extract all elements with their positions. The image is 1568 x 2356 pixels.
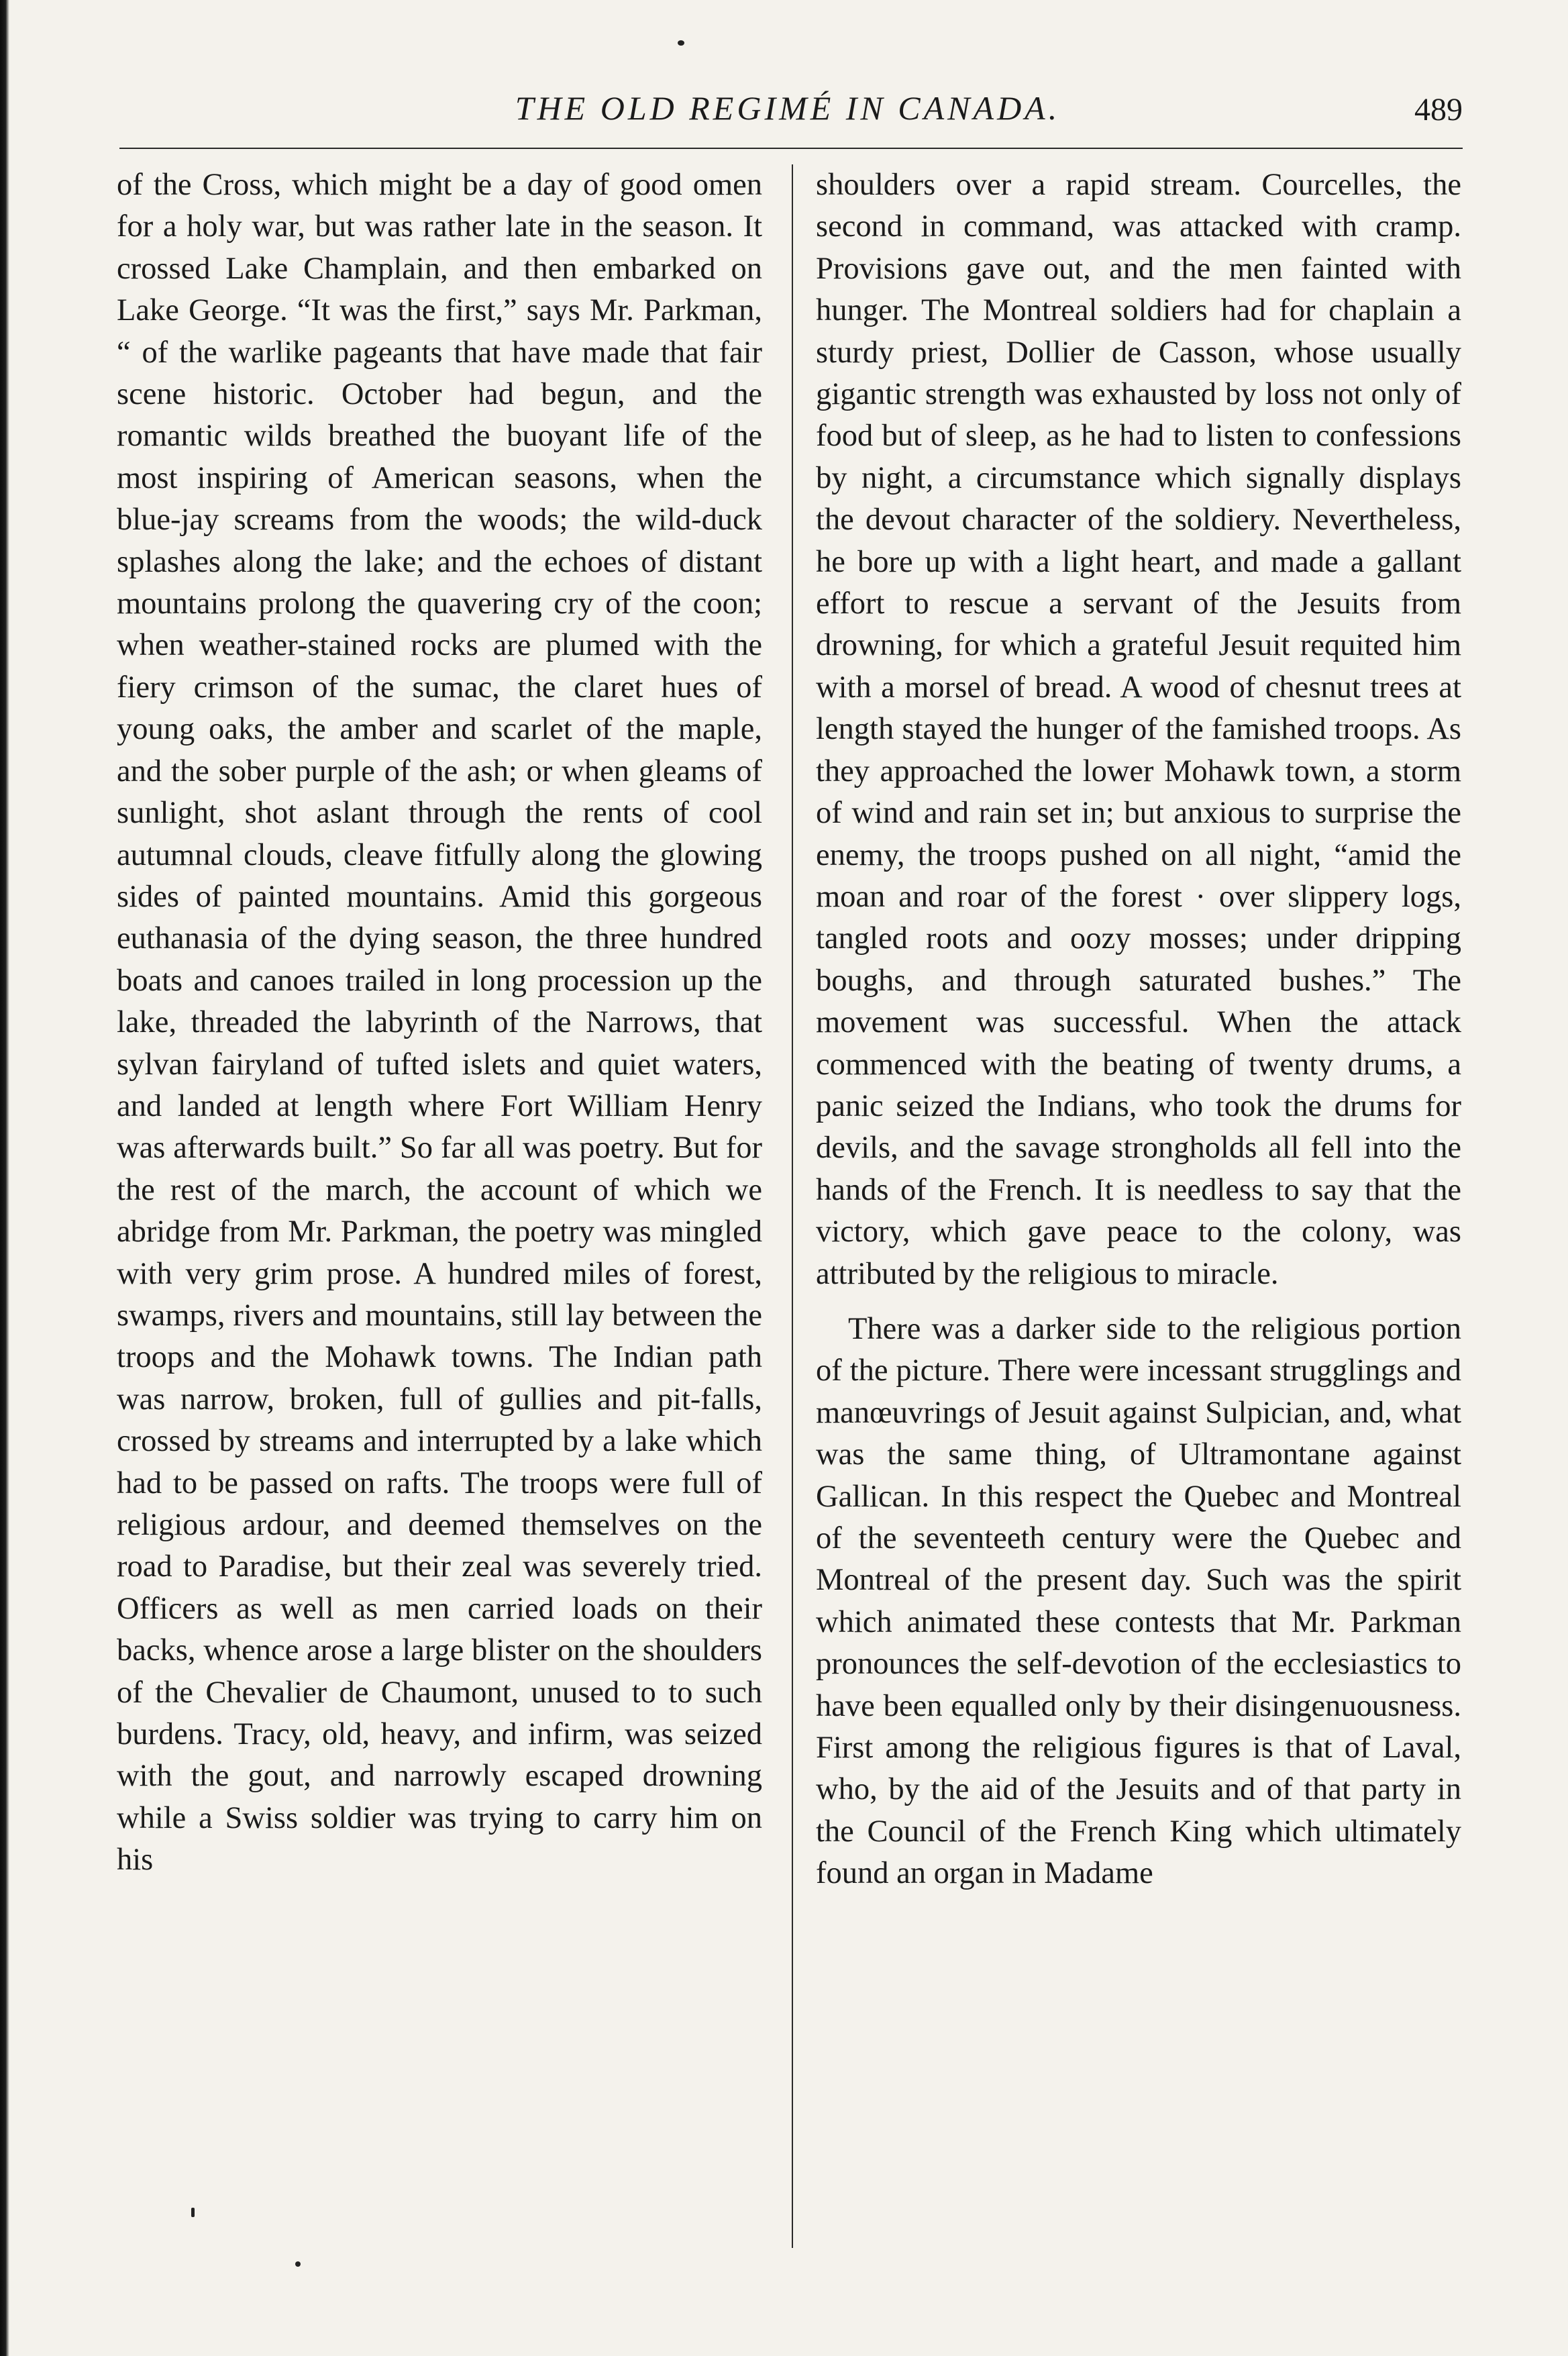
running-head bbox=[113, 81, 1463, 151]
right-paragraph-2: There was a darker side to the religious portion of the picture. There were incessant strugglings and manœuvrings of Jesuit against Sulpician, and, what was the same thing, of Ultramontane against Gallican. In this respect the Quebec and Montreal of the seventeeth century were the Quebec and Montreal of the present day. Such was the spirit which animated these contests that Mr. Parkman pronounces the self-devotion of the ecclesiastics to have been equalled only by their disingenuousness. First among the religious figures is that of Laval, who, by the aid of the Jesuits and of that party in the Council of the French King which ultimately found an organ in Madame bbox=[816, 1311, 1461, 1891]
page-number: 489 bbox=[1414, 92, 1463, 127]
header-rule bbox=[119, 148, 1463, 149]
right-column bbox=[816, 164, 1461, 1895]
column-divider bbox=[792, 164, 793, 2248]
text-columns bbox=[113, 164, 1463, 2258]
book-page bbox=[113, 81, 1463, 1891]
right-paragraph-1: shoulders over a rapid stream. Courcelles, the second in command, was attacked with cramp. Provisions gave out, and the men fainted with hunger. The Montreal soldiers had for chaplain a sturdy priest, Dollier de Casson, whose usually gigantic strength was exhausted by loss not only of food but of sleep, as he had to listen to confessions by night, a circumstance which signally displays the devout character of the soldiery. Nevertheless, he bore up with a light heart, and made a gallant effort to rescue a servant of the Jesuits from drowning, for which a grateful Jesuit requited him with a morsel of bread. A wood of chesnut trees at length stayed the hunger of the famished troops. As they approached the lower Mohawk town, a storm of wind and rain set in; but anxious to surprise the enemy, the troops pushed on all night, “amid the moan and roar of the forest · over slippery logs, tangled roots and oozy mosses; under dripping boughs, and through saturated bushes.” The movement was successful. When the attack commenced with the beating of twenty drums, a panic seized the Indians, who took the drums for devils, and the savage strongholds all fell into the hands of the French. It is needless to say that the victory, which gave peace to the colony, was attributed by the religious to miracle. bbox=[816, 168, 1461, 1291]
running-title: THE OLD REGIMÉ IN CANADA. bbox=[515, 89, 1061, 127]
book-binding-edge bbox=[0, 0, 9, 2356]
ink-speck bbox=[191, 2208, 195, 2217]
left-column bbox=[117, 164, 762, 1882]
left-paragraph-1: of the Cross, which might be a day of good omen for a holy war, but was rather late in the season. It crossed Lake Champlain, and then embarked on Lake George. “It was the first,” says Mr. Parkman, “ of the warlike pageants that have made that fair scene historic. October had begun, and the romantic wilds breathed the buoyant life of the most inspiring of American seasons, when the blue-jay screams from the woods; the wild-duck splashes along the lake; and the echoes of distant mountains prolong the quavering cry of the coon; when weather-stained rocks are plumed with the fiery crimson of the sumac, the claret hues of young oaks, the amber and scarlet of the maple, and the sober purple of the ash; or when gleams of sunlight, shot aslant through the rents of cool autumnal clouds, cleave fitfully along the glowing sides of painted mountains. Amid this gorgeous euthanasia of the dying season, the three hundred boats and canoes trailed in long procession up the lake, threaded the labyrinth of the Narrows, that sylvan fairyland of tufted islets and quiet waters, and landed at length where Fort William Henry was afterwards built.” So far all was poetry. But for the rest of the march, the account of which we abridge from Mr. Parkman, the poetry was mingled with very grim prose. A hundred miles of forest, swamps, rivers and mountains, still lay between the troops and the Mohawk towns. The Indian path was narrow, broken, full of gullies and pit-falls, crossed by streams and interrupted by a lake which had to be passed on rafts. The troops were full of religious ardour, and deemed themselves on the road to Paradise, but their zeal was severely tried. Officers as well as men carried loads on their backs, whence arose a large blister on the shoulders of the Chevalier de Chaumont, unused to to such burdens. Tracy, old, heavy, and infirm, was seized with the gout, and narrowly escaped drowning while a Swiss soldier was trying to carry him on his bbox=[117, 168, 762, 1878]
ink-speck bbox=[678, 40, 684, 46]
ink-speck bbox=[295, 2261, 301, 2267]
